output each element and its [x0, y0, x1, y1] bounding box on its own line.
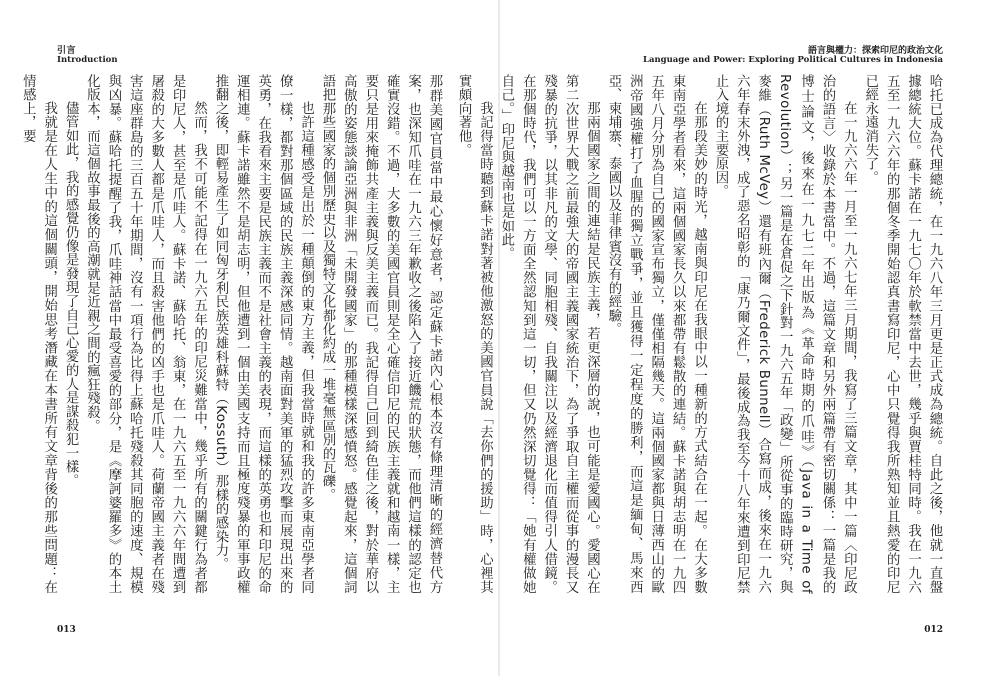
- paragraph: 在一九六六年一月至一九六七年三月期間，我寫了三篇文章，其中一篇〈印尼政治的語言〉收錄於本書當中。不過，這篇文章和另外兩篇帶有密切關係：一篇是我的博士論文，後來在一九七二年出版為《革命時期的爪哇》（Java in a Time of Revolution）；另一篇是在倉促之下針對一九六五年「政變」所從事的臨時研究，與麥維（Ruth McVey）還有班內爾（Frederick Bunnell）合寫而成，後來在一九六六年春末外洩，成了惡名昭彰的「康乃爾文件」，最後成為我至今十八年來遭到印尼禁止入境的主要原因。: [712, 74, 857, 594]
- right-body-text: [456, 74, 945, 594]
- running-head-section-en: Introduction: [57, 55, 118, 65]
- running-head-book-title-en: Language and Power: Exploring Political Cultures in Indonesia: [643, 55, 943, 65]
- page-number-right: 012: [924, 625, 943, 635]
- paragraph: 那群美國官員當中最心懷好意者，認定蘇卡諾內心根本沒有條理清晰的經濟替代方案，也深知爪哇在一九六三年歉收之後陷入了接近饑荒的狀態，而他們這樣的認定也確實沒錯。不過，大多數的美國官員則是全心確信印尼的民族主義就和越南一樣，主要只是用來掩飾共產主義與反美主義而已。我記得自己回到綺色佳之後，對於華府以高傲的姿態談論亞洲與非洲「未開發國家」的那種模樣深感憤怒。感覺起來，這個詞語把那些國家的個別歷史以及獨特文化都化約成一堆毫無區別的瓦礫。: [319, 74, 442, 594]
- left-body-text: [20, 74, 445, 594]
- paragraph: 也許這種感受是出於一種顛倒的東方主義，但我當時就和我的許多東南亞學者同僚一樣，都對那個區域的民族主義深感同情。越南面對美軍的猛烈攻擊而展現出來的英勇，在我看來主要是民族主義而不是社會主義的表現，而這樣的英勇也和印尼的命運相連。蘇卡諾雖然不是胡志明，但他遭到一個由美國支持而且極度殘暴的軍事政權推翻之後，即輕易產生了如同匈牙利民族英雄科蘇特（Kossuth）那樣的感染力。: [212, 74, 314, 594]
- paragraph: 我就是在人生中的這個關頭，開始思考潛藏在本書所有文章背後的那些問題：在情感上，要: [20, 74, 57, 594]
- page-number-left: 013: [57, 625, 76, 635]
- running-head-book-title: 語言與權力：探索印尼的政治文化: [807, 46, 943, 56]
- paragraph: 哈托已成為代理總統，在一九六八年三月更是正式成為總統。自此之後，他就一直盤據總統大位。蘇卡諾在一九七〇年於軟禁當中去世，幾乎與賈桂特同時。我在一九六五至一九六六年的那個冬季開始認真書寫印尼，心中只覺得我所熟知並且熱愛的印尼已經永遠消失了。: [862, 74, 942, 594]
- paragraph: 儘管如此，我的感覺仍像是發現了自己心愛的人是謀殺犯一樣。: [63, 100, 79, 488]
- paragraph: 在那段美妙的時光，越南與印尼在我眼中以一種新的方式結合在一起。在大多數東南亞學者看來，這兩個國家長久以來都帶有鬆散的連結。蘇卡諾與胡志明在一九四五年八月分別為自己的國家宣布獨立，僅僅相隔幾天。這兩個國家都與日薄西山的歐洲帝國強權打了血腥的獨立戰爭，並且獲得一定程度的勝利，而這是緬甸、馬來西亞、柬埔寨、泰國以及菲律賓沒有的經驗。: [605, 74, 707, 594]
- paragraph: 然而，我不可能不記得在一九六五年的印尼災難當中，幾乎所有的關鍵行為者都是印尼人，甚至是爪哇人。蘇卡諾、蘇哈托、翁東，在一九六五至一九六六年間遭到屠殺的大多數人都是爪哇人，而且殺害他們的凶手也是爪哇人。荷蘭帝國主義者在殘害這座群島的三百五十年期間，沒有一項行為比得上蘇哈托殘殺其同胞的速度、規模與凶暴。蘇哈托提醒了我，爪哇神話當中最受喜愛的部分，是《摩訶婆羅多》的本土化版本，而這個故事最後的高潮就是近親之間的瘋狂殘殺。: [84, 74, 207, 594]
- paragraph: 我記得當時聽到蘇卡諾對著被他激怒的美國官員說「去你們的援助」時，心裡其實頗向著他。: [456, 74, 493, 594]
- paragraph: 那兩個國家之間的連結是民族主義，若更深層的說，也可能是愛國心。愛國心在第二次世界大戰之前最強大的帝國主義國家統治下，為了爭取自主權而從事的漫長又殘暴的抗爭，以其非凡的文學、同胞相殘、自我關注以及經濟退化而值得引人借鏡。在那個時代，我們可以一方面全然認知到這一切，但又仍然深切覺得：「她有權做她自己。」印尼與越南也是如此。: [498, 74, 600, 594]
- running-head-section: 引言: [57, 46, 77, 56]
